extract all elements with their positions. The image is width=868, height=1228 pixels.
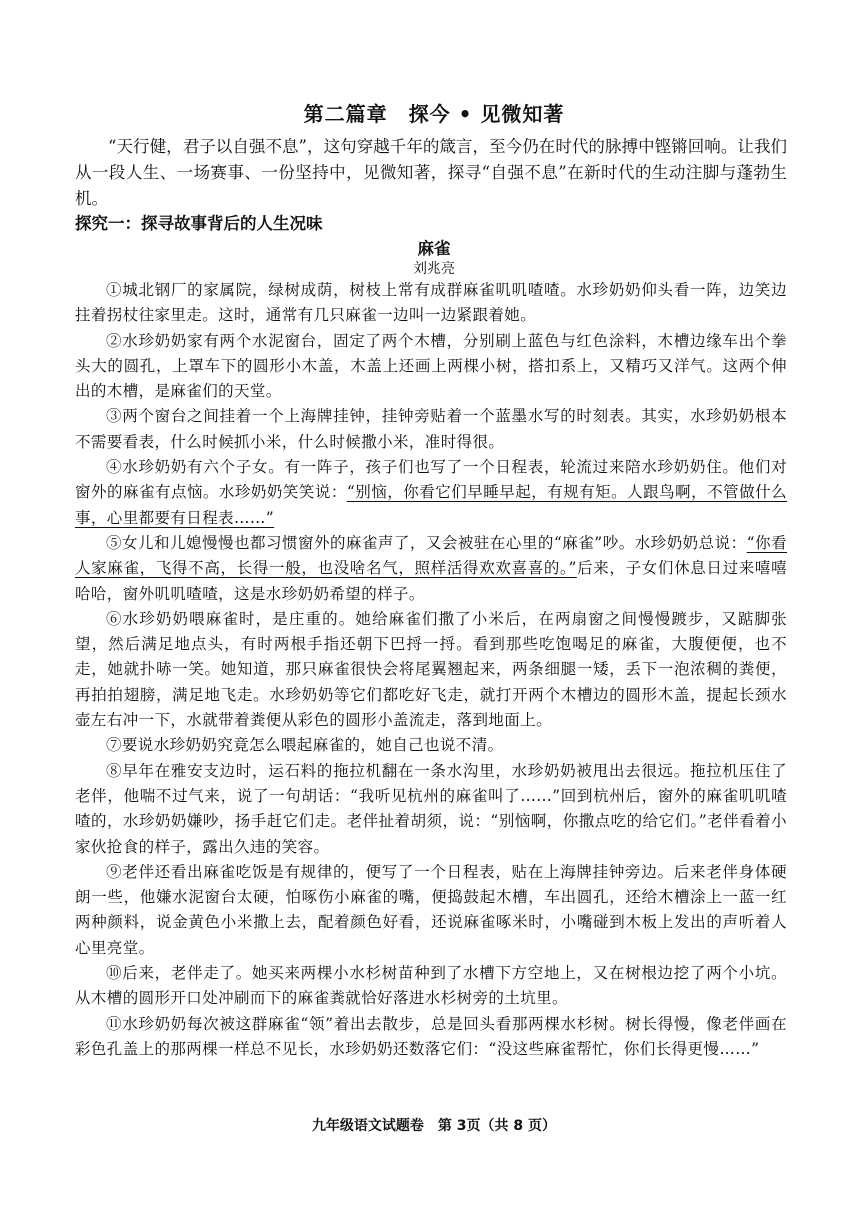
paragraph-5 xyxy=(75,531,787,607)
paragraph-10: ⑩后来，老伴走了。她买来两棵小水杉树苗种到了水槽下方空地上，又在树根边挖了两个小坑。从木槽的圆形开口处冲刷而下的麻雀粪就恰好落进水杉树旁的土坑里。 xyxy=(75,964,787,1008)
story-body xyxy=(75,278,787,1062)
story-author: 刘兆亮 xyxy=(413,261,455,277)
paragraph-5-text: ⑤女儿和儿媳慢慢也都习惯窗外的麻雀声了，又会被驻在心里的“麻雀”吵。水珍奶奶总说： xyxy=(106,533,747,552)
paragraph-5-text-end: 后来，子女们休息日过来嘻嘻哈哈，窗外叽叽喳喳，这是水珍奶奶希望的样子。 xyxy=(75,559,788,603)
paragraph-2: ②水珍奶奶家有两个水泥窗台，固定了两个木槽，分别刷上蓝色与红色涂料，木槽边缘车出个拳头大的圆孔，上罩车下的圆形小木盖，木盖上还画上两棵小树，搭扣系上，又精巧又洋气。这两个伸出的木槽，是麻雀们的天堂。 xyxy=(75,331,787,401)
paragraph-6: ⑥水珍奶奶喂麻雀时，是庄重的。她给麻雀们撒了小米后，在两扇窗之间慢慢踱步，又踮脚张望，然后满足地点头，有时两根手指还朝下巴捋一捋。看到那些吃饱喝足的麻雀，大腹便便，也不走，她就扑哧一笑。她知道，那只麻雀很快会将尾翼翘起来，两条细腿一矮，丢下一泡浓稠的粪便，再拍拍翅膀，满足地飞走。水珍奶奶等它们都吃好飞走，就打开两个木槽边的圆形木盖，提起长颈水壶左右冲一下，水就带着粪便从彩色的圆形小盖流走，落到地面上。 xyxy=(75,609,787,730)
underlined-quote-1: “别恼，你看它们早睡早起，有规有矩。人跟鸟啊，不管做什么事，心里都要有日程表……” xyxy=(75,483,787,527)
paragraph-4-text: ④水珍奶奶有六个子女。有一阵子，孩子们也写了一个日程表，轮流过来陪水珍奶奶住。他们对窗外的麻雀有点恼。水珍奶奶笑笑说： xyxy=(75,458,787,502)
paragraph-11: ⑪水珍奶奶每次被这群麻雀“领”着出去散步，总是回头看那两棵水杉树。树长得慢，像老伴画在彩色孔盖上的那两棵一样总不见长，水珍奶奶还数落它们：“没这些麻雀帮忙，你们长得更慢……” xyxy=(75,1014,787,1058)
story-title: 麻雀 xyxy=(417,239,451,258)
section-heading: 探究一：探寻故事背后的人生况味 xyxy=(75,214,323,233)
underlined-quote-2: “你看人家麻雀，飞得不高，长得一般，也没啥名气，照样活得欢欢喜喜的。” xyxy=(75,533,787,578)
intro-paragraph: “天行健，君子以自强不息”，这句穿越千年的箴言，至今仍在时代的脉搏中铿锵回响。让我们从一段人生、一场赛事、一份坚持中，见微知著，探寻“自强不息”在新时代的生动注脚与蓬勃生机。 xyxy=(75,137,787,208)
paragraph-8: ⑧早年在雅安支边时，运石料的拖拉机翻在一条水沟里，水珍奶奶被甩出去很远。拖拉机压住了老伴，他喘不过气来，说了一句胡话：“我听见杭州的麻雀叫了……”回到杭州后，窗外的麻雀叽叽喳喳的，水珍奶奶嫌吵，扬手赶它们走。老伴扯着胡须，说：“别恼啊，你撒点吃的给它们。”老伴看着小家伙抢食的样子，露出久违的笑容。 xyxy=(75,761,787,856)
paragraph-3: ③两个窗台之间挂着一个上海牌挂钟，挂钟旁贴着一个蓝墨水写的时刻表。其实，水珍奶奶根本不需要看表，什么时候抓小米，什么时候撒小米，准时得很。 xyxy=(75,407,787,451)
paragraph-9: ⑨老伴还看出麻雀吃饭是有规律的，便写了一个日程表，贴在上海牌挂钟旁边。后来老伴身体硬朗一些，他嫌水泥窗台太硬，怕啄伤小麻雀的嘴，便捣鼓起木槽，车出圆孔，还给木槽涂上一蓝一红两种颜料，说金黄色小米撒上去，配着颜色好看，还说麻雀啄米时，小嘴碰到木板上发出的声听着人心里亮堂。 xyxy=(75,862,787,957)
chapter-title: 第二篇章 探今 • 见微知著 xyxy=(303,102,565,126)
paragraph-7: ⑦要说水珍奶奶究竟怎么喂起麻雀的，她自己也说不清。 xyxy=(106,736,504,755)
page-footer: 九年级语文试题卷 第 3页（共 8 页） xyxy=(311,1118,557,1134)
paragraph-1: ①城北钢厂的家属院，绿树成荫，树枝上常有成群麻雀叽叽喳喳。水珍奶奶仰头看一阵，边笑边拄着拐杖往家里走。这时，通常有几只麻雀一边叫一边紧跟着她。 xyxy=(75,281,787,325)
paragraph-4 xyxy=(75,455,787,531)
